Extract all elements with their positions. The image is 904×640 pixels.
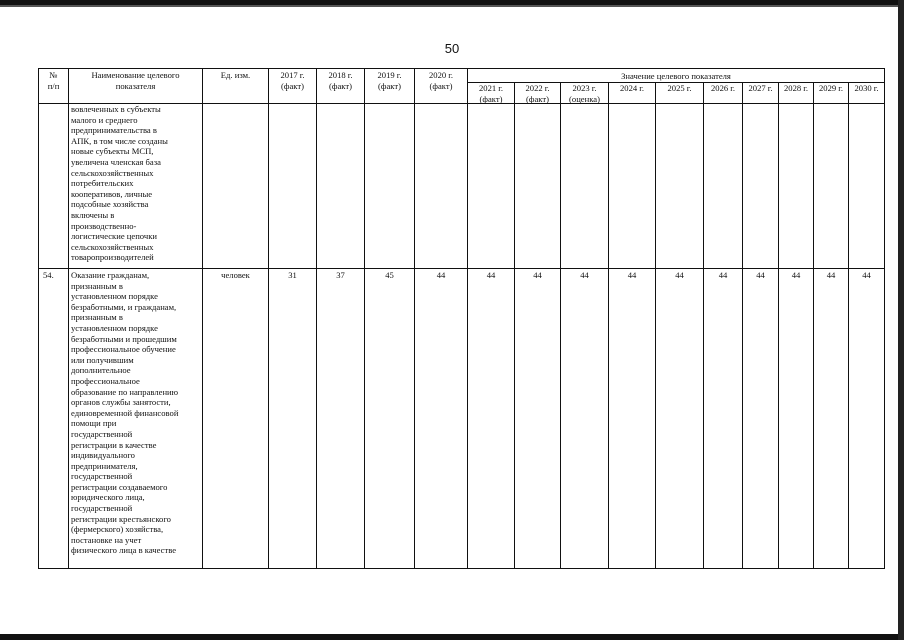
col-border-2024 — [655, 82, 656, 569]
header-2017: 2017 г. (факт) — [280, 70, 305, 91]
col-border-2025 — [703, 82, 704, 569]
scan-edge-bottom — [0, 634, 904, 640]
row-54-value-2025: 44 — [675, 270, 684, 280]
row-54-num: 54. — [43, 270, 54, 280]
col-border-2021 — [514, 82, 515, 569]
row-54-name: Оказание гражданам, признанным в установленном порядке безработными, и гражданам, признанным в установленном порядке безработными и прошедшим профессиональное обучение или получившим дополнительное профессиональное образование по направлению органов службы занятости, единовременной финансовой помощи при государственной регистрации в качестве индивидуального предпринимателя, государственной регистрации создаваемого юридического лица, государственной регистрации крестьянского (фермерского) хозяйства, постановке на учет физического лица в качестве — [71, 270, 179, 556]
row-54-value-2028: 44 — [791, 270, 801, 280]
row-54-value-2024: 44 — [627, 270, 637, 280]
row-54-unit: человек — [221, 270, 250, 280]
col-border-2019 — [414, 68, 415, 569]
row-54-value-2022: 44 — [533, 270, 542, 280]
col-border-num — [68, 68, 69, 569]
header-2027: 2027 г. — [748, 83, 773, 93]
row-54-value-2021: 44 — [486, 270, 496, 280]
row-54-value-2027: 44 — [756, 270, 765, 280]
table-border-bottom — [38, 568, 885, 569]
col-border-2020 — [467, 68, 468, 569]
header-2020: 2020 г. (факт) — [428, 70, 454, 91]
row-54-value-2020: 44 — [436, 270, 446, 280]
col-border-2018 — [364, 68, 365, 569]
header-2018: 2018 г. (факт) — [328, 70, 353, 91]
header-2025: 2025 г. — [667, 83, 692, 93]
row-54-value-2017: 31 — [288, 270, 297, 280]
col-border-2028 — [813, 82, 814, 569]
col-border-2022 — [560, 82, 561, 569]
col-border-unit — [268, 68, 269, 569]
page-number: 50 — [444, 41, 460, 56]
scan-edge-top-inner — [0, 5, 904, 7]
row-54-value-2029: 44 — [826, 270, 836, 280]
header-2022: 2022 г. (факт) — [525, 83, 550, 104]
row-separator — [38, 268, 885, 269]
table-border-top — [38, 68, 885, 69]
header-2023: 2023 г. (оценка) — [569, 83, 600, 104]
header-2021: 2021 г. (факт) — [478, 83, 504, 104]
col-border-2027 — [778, 82, 779, 569]
col-border-2029 — [848, 82, 849, 569]
col-border-left — [38, 68, 39, 569]
header-unit: Ед. изм. — [220, 70, 251, 80]
row-54-value-2026: 44 — [718, 270, 728, 280]
header-num: № п/п — [47, 70, 60, 91]
col-border-2017 — [316, 68, 317, 569]
col-border-name — [202, 68, 203, 569]
row-54-value-2030: 44 — [862, 270, 871, 280]
header-2030: 2030 г. — [854, 83, 879, 93]
col-border-2026 — [742, 82, 743, 569]
col-border-right — [884, 68, 885, 569]
header-2024: 2024 г. — [619, 83, 645, 93]
header-name: Наименование целевого показателя — [91, 70, 180, 91]
scan-edge-right — [898, 0, 904, 640]
header-2019: 2019 г. (факт) — [377, 70, 402, 91]
row-54-value-2023: 44 — [580, 270, 589, 280]
col-border-2023 — [608, 82, 609, 569]
header-2029: 2029 г. — [818, 83, 844, 93]
row-54-value-2019: 45 — [385, 270, 394, 280]
header-2026: 2026 г. — [710, 83, 736, 93]
row-54-value-2018: 37 — [336, 270, 345, 280]
row-continuation-name: вовлеченных в субъекты малого и среднего предпринимательства в АПК, в том числе созданы новые субъекты МСП, увеличена членская база сельскохозяйственных потребительских кооперативов, личные подсобные хозяйства включены в производственно- логистические цепочки сельскохозяйственных товаропроизводителей — [71, 104, 168, 263]
header-2028: 2028 г. — [783, 83, 809, 93]
header-indicator-values: Значение целевого показателя — [621, 71, 731, 81]
